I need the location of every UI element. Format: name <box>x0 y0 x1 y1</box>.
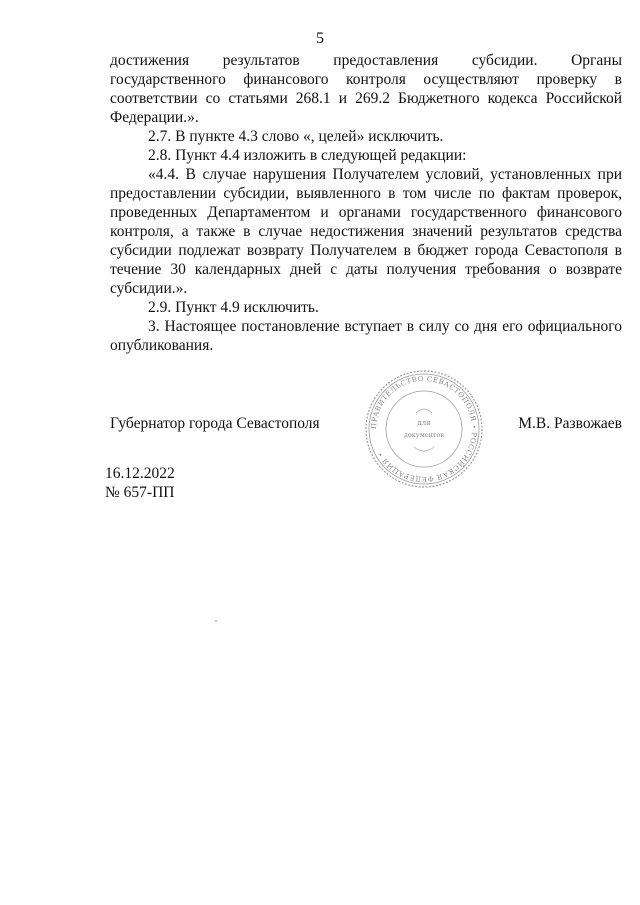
document-number: № 657-ПП <box>105 484 175 501</box>
seal-center-top: для <box>417 419 431 427</box>
paragraph-4-4-quote: «4.4. В случае нарушения Получателем условий, установленных при предоставлении субсидии, выявленного в том числе по фактам проверок, проведенных Департаментом и органами государственного финансового контроля, а также в случае недостижения значений результатов средства субсидии подлежат возврату Получателем в бюджет города Севастополя в течение 30 календарных дней с даты получения требования о возврате субсидии.». <box>110 166 622 297</box>
signatory-position: Губернатор города Севастополя <box>110 415 320 432</box>
seal-ring-text: ПРАВИТЕЛЬСТВО СЕВАСТОПОЛЯ • РОССИЙСКАЯ ФЕДЕРАЦИЯ • <box>369 374 479 484</box>
seal-center-bottom: документов <box>403 431 445 439</box>
document-details <box>105 464 175 502</box>
page-number: 5 <box>316 30 324 47</box>
signatory-name: М.В. Развожаев <box>518 415 622 432</box>
paragraph-2-8: 2.8. Пункт 4.4 изложить в следующей редакции: <box>148 147 467 164</box>
document-body <box>110 51 622 355</box>
paragraph-3: 3. Настоящее постановление вступает в силу со дня его официального опубликования. <box>110 318 622 354</box>
seal-emblem <box>414 409 434 451</box>
official-seal <box>362 367 486 491</box>
scan-artifact <box>215 620 217 622</box>
paragraph-2-9: 2.9. Пункт 4.9 исключить. <box>148 299 319 316</box>
paragraph-continuation: достижения результатов предоставления субсидии. Органы государственного финансового контроля осуществляют проверку в соответствии со статьями 268.1 и 269.2 Бюджетного кодекса Российской Федерации.». <box>110 52 622 126</box>
document-date: 16.12.2022 <box>105 465 175 482</box>
paragraph-2-7: 2.7. В пункте 4.3 слово «, целей» исключить. <box>148 128 444 145</box>
